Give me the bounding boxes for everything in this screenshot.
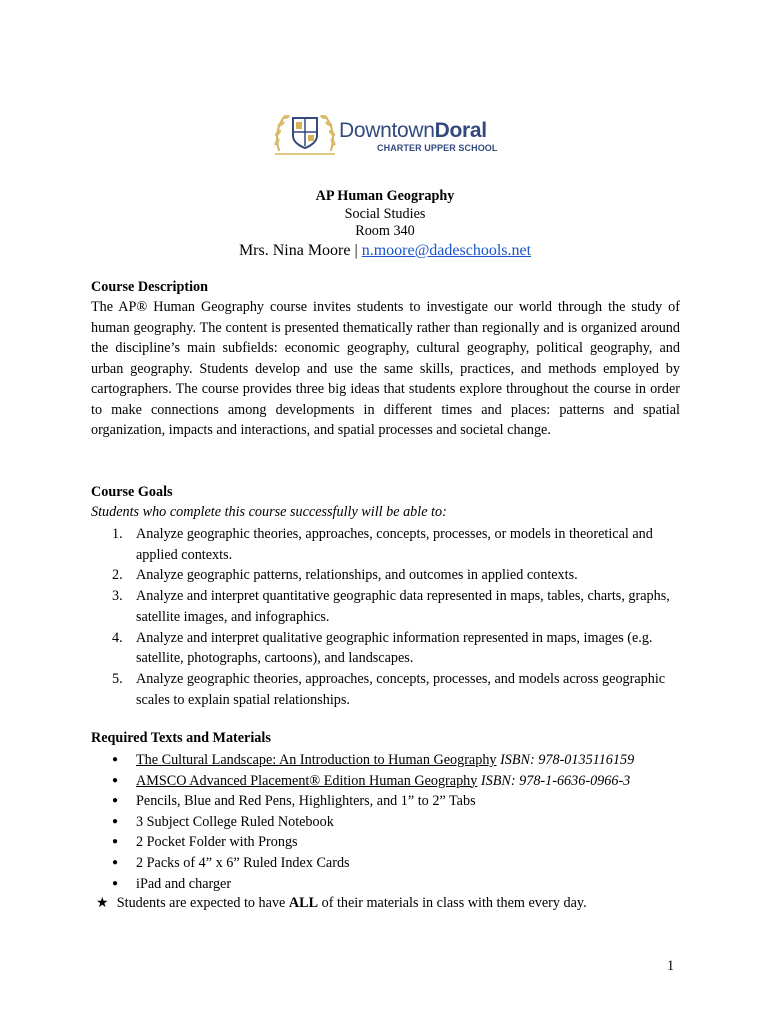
- description-heading: Course Description: [91, 279, 209, 295]
- school-logo: [271, 104, 498, 160]
- page-number: 1: [667, 958, 675, 974]
- department: Social Studies: [344, 206, 426, 222]
- bullet-icon: ●: [112, 815, 119, 827]
- room-number: Room 340: [355, 223, 415, 239]
- goal-item: 3. Analyze and interpret quantitative geographic data represented in maps, tables, charts, graphs, satellite images, and infographics.: [112, 588, 670, 625]
- materials-list: [91, 750, 711, 894]
- bullet-icon: ●: [112, 877, 119, 889]
- goal-item: 5. Analyze geographic theories, approaches, concepts, processes, and models across geographic scales to explain spatial relationships.: [112, 670, 666, 708]
- material-item: ● 3 Subject College Ruled Notebook: [91, 812, 711, 833]
- textbook-isbn: ISBN: 978-0135116159: [496, 752, 635, 768]
- bullet-icon: ●: [112, 836, 119, 848]
- laurel-crest-icon: [271, 104, 339, 160]
- material-item-textbook-1: [91, 750, 711, 771]
- materials-note: ★ Students are expected to have ALL of their materials in class with them every day.: [96, 895, 587, 911]
- bullet-icon: ●: [112, 754, 119, 765]
- school-subtitle: CHARTER UPPER SCHOOL: [377, 143, 498, 153]
- material-item: ● Pencils, Blue and Red Pens, Highlighters, and 1” to 2” Tabs: [91, 791, 711, 812]
- description-text: The AP® Human Geography course invites students to investigate our world through the study of human geography. The content is presented thematically rather than regionally and is organized around the discipline’s main subfields: economic geography, cultural geography, political geography, and urban geography. Students develop and use the same skills, practices, and methods employed by cartographers. The course provides three big ideas that students explore throughout the course in order to make connections among developments in different times and places: patterns and spatial organization, impacts and interactions, and spatial processes and societal change.: [91, 299, 680, 438]
- goals-intro: Students who complete this course successfully will be able to:: [91, 504, 447, 520]
- goals-list: [91, 524, 691, 710]
- textbook-title: The Cultural Landscape: An Introduction to Human Geography: [136, 752, 497, 768]
- goal-item: 2. Analyze geographic patterns, relationships, and outcomes in applied contexts.: [112, 567, 578, 584]
- course-title: AP Human Geography: [315, 188, 455, 204]
- goal-item: 1. Analyze geographic theories, approaches, concepts, processes, or models in theoretical and applied contexts.: [112, 526, 653, 563]
- material-item-textbook-2: [91, 771, 711, 792]
- material-item: ● 2 Pocket Folder with Prongs: [91, 832, 711, 853]
- textbook-isbn: ISBN: 978-1-6636-0966-3: [477, 772, 631, 789]
- goal-item: 4. Analyze and interpret qualitative geographic information represented in maps, images (e.g. satellite, photographs, cartoons), and landscapes.: [112, 629, 653, 667]
- teacher-name: Mrs. Nina Moore |: [238, 242, 362, 259]
- teacher-email-link[interactable]: n.moore@dadeschools.net: [361, 242, 532, 259]
- material-item: ● iPad and charger: [91, 874, 711, 895]
- bullet-icon: ●: [112, 795, 119, 807]
- textbook-title: AMSCO Advanced Placement® Edition Human Geography: [136, 772, 478, 789]
- star-icon: ★: [96, 895, 109, 911]
- materials-heading: Required Texts and Materials: [91, 730, 271, 746]
- bullet-icon: ●: [112, 774, 119, 786]
- goals-heading: Course Goals: [91, 484, 173, 500]
- material-item: ● 2 Packs of 4” x 6” Ruled Index Cards: [91, 853, 711, 874]
- bullet-icon: ●: [112, 856, 119, 868]
- school-name: DowntownDoral: [339, 119, 487, 142]
- teacher-line: [0, 241, 770, 260]
